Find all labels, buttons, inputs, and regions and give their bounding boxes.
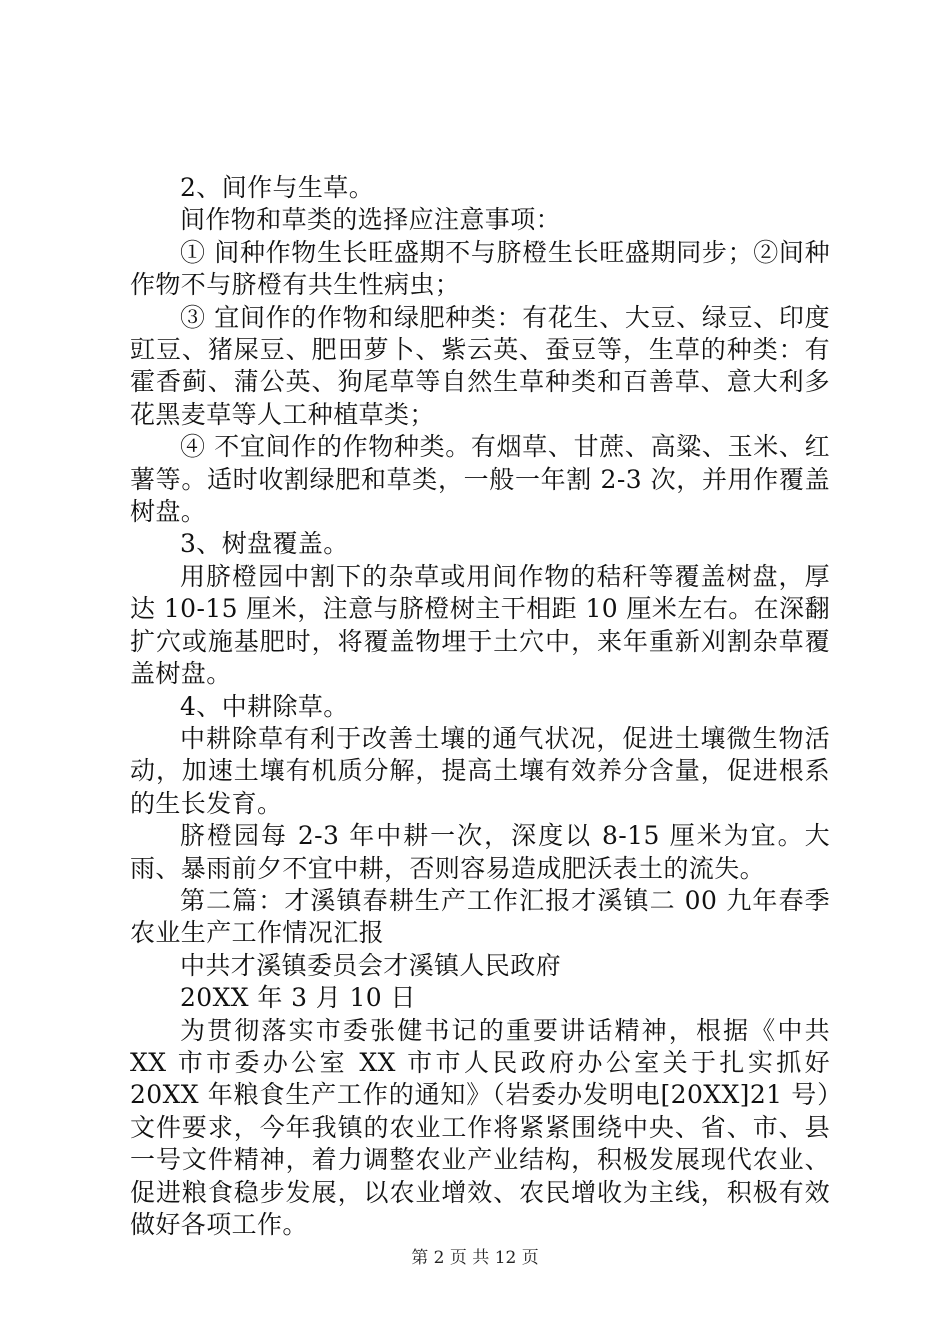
date-line: 20XX 年 3 月 10 日 [180,983,416,1013]
paragraph: 脐橙园每 2-3 年中耕一次，深度以 8-15 厘米为宜。大雨、暴雨前夕不宜中耕，否则容易造成肥沃表土的流失。 [130,821,830,883]
paragraph: ④ 不宜间作的作物种类。有烟草、甘蔗、高粱、玉米、红薯等。适时收割绿肥和草类，一般一年割 2-3 次，并用作覆盖树盘。 [130,432,830,527]
paragraph: ① 间种作物生长旺盛期不与脐橙生长旺盛期同步；②间种作物不与脐橙有共生性病虫； [130,237,830,300]
paragraph: 间作物和草类的选择应注意事项： [180,205,562,235]
issuer-line: 中共才溪镇委员会才溪镇人民政府 [180,950,562,980]
paragraph: 用脐橙园中割下的杂草或用间作物的秸秆等覆盖树盘，厚达 10-15 厘米，注意与脐橙树主干相距 10 厘米左右。在深翻扩穴或施基肥时，将覆盖物埋于土穴中，来年重新刈割杂草覆盖树盘。 [130,561,830,689]
chapter-title: 第二篇：才溪镇春耕生产工作汇报才溪镇二 00 九年春季农业生产工作情况汇报 [130,885,830,948]
document-body [130,172,830,1241]
paragraph: 为贯彻落实市委张健书记的重要讲话精神，根据《中共 XX 市市委办公室 XX 市市人民政府办公室关于扎实抓好 20XX 年粮食生产工作的通知》（岩委办发明电[20XX]21 号）文件要求，今年我镇的农业工作将紧紧围绕中央、省、市、县一号文件精神，着力调整农业产业结构，积极发展现代农业、促进粮食稳步发展，以农业增效、农民增收为主线，积极有效做好各项工作。 [130,1015,830,1239]
section-heading: 3、树盘覆盖。 [180,529,349,559]
section-heading: 2、间作与生草。 [180,173,375,202]
page-number-footer: 第 2 页 共 12 页 [411,1248,539,1268]
paragraph: ③ 宜间作的作物和绿肥种类：有花生、大豆、绿豆、印度豇豆、猪屎豆、肥田萝卜、紫云英、蚕豆等，生草的种类：有霍香蓟、蒲公英、狗尾草等自然生草种类和百善草、意大利多花黑麦草等人工种植草类； [130,302,830,429]
section-heading: 4、中耕除草。 [180,691,349,721]
paragraph: 中耕除草有利于改善土壤的通气状况，促进土壤微生物活动，加速土壤有机质分解，提高土壤有效养分含量，促进根系的生长发育。 [130,723,830,818]
